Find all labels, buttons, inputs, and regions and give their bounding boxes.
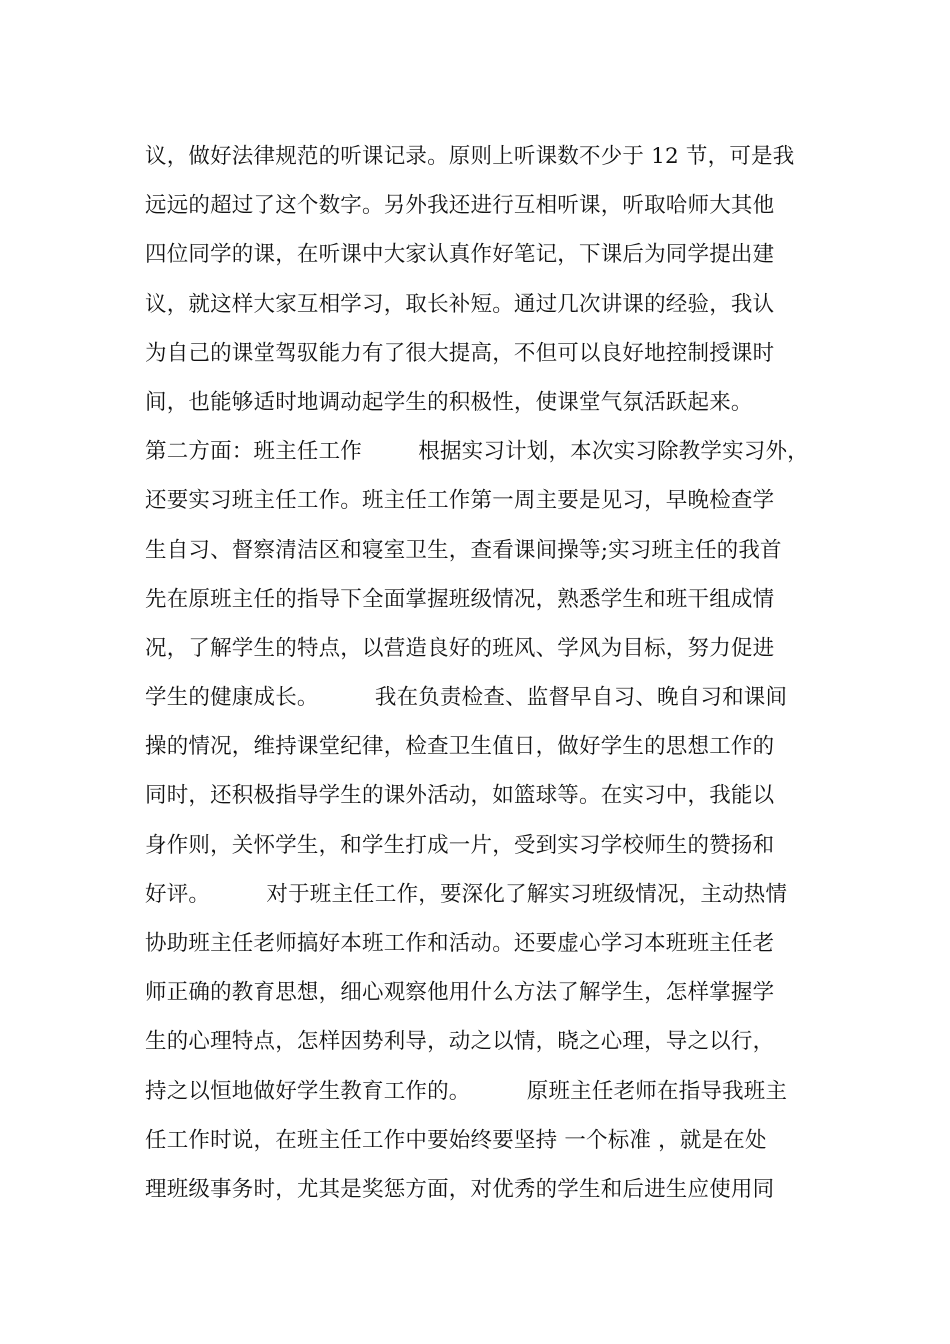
text-line: 远远的超过了这个数字。另外我还进行互相听课，听取哈师大其他 [145, 193, 775, 219]
text-line: 身作则，关怀学生，和学生打成一片，受到实习学校师生的赞扬和 [145, 832, 775, 858]
text-line: 间，也能够适时地调动起学生的积极性，使课堂气氛活跃起来。 [145, 389, 753, 415]
text-line: 协助班主任老师搞好本班工作和活动。还要虚心学习本班班主任老 [145, 931, 775, 956]
text-line: 持之以恒地做好学生教育工作的。 原班主任老师在指导我班主 [145, 1078, 788, 1104]
text-line: 还要实习班主任工作。班主任工作第一周主要是见习，早晚检查学 [145, 488, 775, 514]
text-line: 况，了解学生的特点，以营造良好的班风、学风为目标，努力促进 [145, 635, 775, 661]
body-text [145, 132, 825, 1214]
text-line: 议，做好法律规范的听课记录。原则上听课数不少于 12 节，可是我 [145, 144, 795, 169]
text-line: 议，就这样大家互相学习，取长补短。通过几次讲课的经验，我认 [145, 291, 775, 317]
text-line: 生自习、督察清洁区和寝室卫生，查看课间操等;实习班主任的我首 [145, 537, 782, 563]
text-line: 四位同学的课，在听课中大家认真作好笔记，下课后为同学提出建 [145, 242, 775, 268]
text-line: 操的情况，维持课堂纪律，检查卫生值日，做好学生的思想工作的 [145, 734, 775, 760]
text-line: 师正确的教育思想，细心观察他用什么方法了解学生，怎样掌握学 [145, 980, 775, 1006]
text-line: 第二方面：班主任工作 根据实习计划，本次实习除教学实习外， [145, 439, 809, 465]
text-line: 学生的健康成长。 我在负责检查、监督早自习、晚自习和课间 [145, 685, 788, 711]
text-line: 任工作时说，在班主任工作中要始终要坚持 一个标准 ，就是在处 [145, 1127, 767, 1153]
text-line: 先在原班主任的指导下全面掌握班级情况，熟悉学生和班干组成情 [145, 586, 775, 612]
text-line: 理班级事务时，尤其是奖惩方面，对优秀的学生和后进生应使用同 [145, 1176, 775, 1202]
text-line: 同时，还积极指导学生的课外活动，如篮球等。在实习中，我能以 [145, 783, 775, 809]
text-line: 为自己的课堂驾驭能力有了很大提高，不但可以良好地控制授课时 [145, 340, 775, 366]
text-line: 好评。 对于班主任工作，要深化了解实习班级情况，主动热情 [145, 881, 788, 907]
text-line: 生的心理特点，怎样因势利导，动之以情，晓之心理，导之以行， [145, 1029, 775, 1055]
